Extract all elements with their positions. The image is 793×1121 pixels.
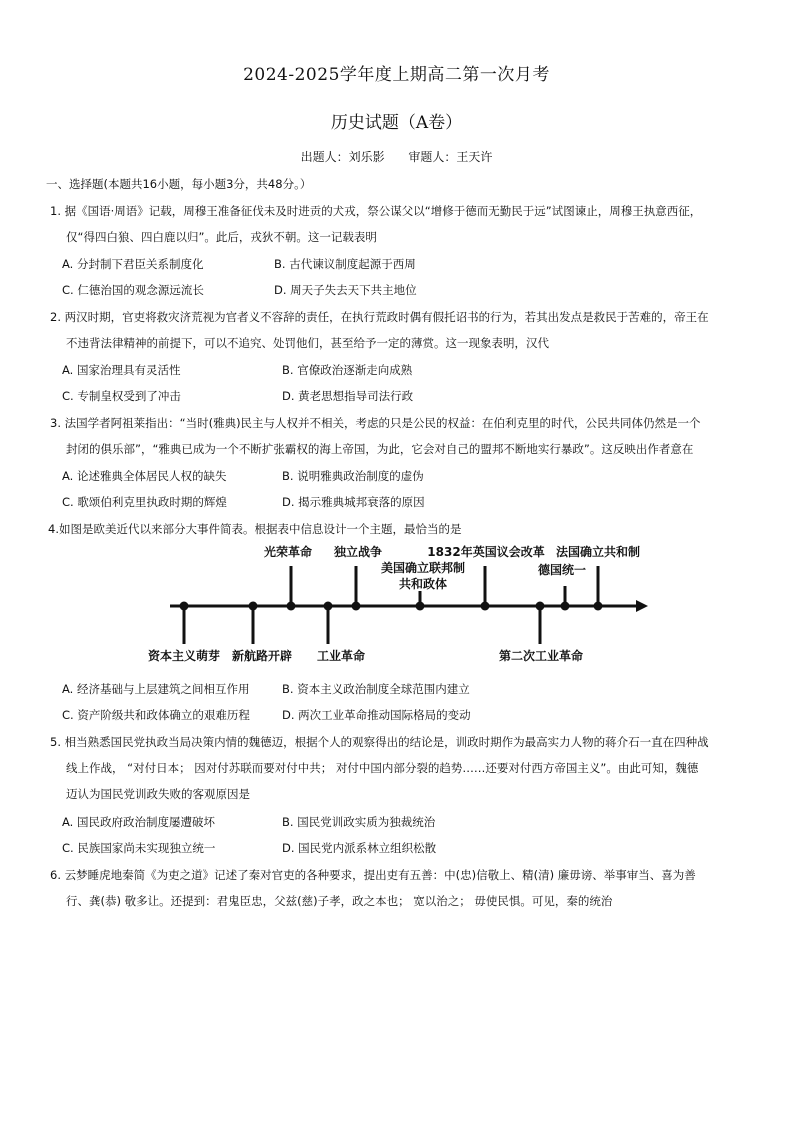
q3-option-b[interactable]: B. 说明雅典政治制度的虚伪 [282,469,424,483]
q4-option-b[interactable]: B. 资本主义政治制度全球范围内建立 [282,682,470,696]
event-second-industrial-revolution: 第二次工业革命 [498,649,584,663]
q1-option-b[interactable]: B. 古代谏议制度起源于西周 [274,257,416,271]
q5-option-c[interactable]: C. 民族国家尚未实现独立统一 [62,841,216,855]
question-3-line2: 封闭的俱乐部”，“雅典已成为一个不断扩张霸权的海上帝国，为此，它会对自己的盟邦不断地实行暴政”。这反映出作者意在 [66,442,694,456]
exam-title: 2024-2025学年度上期高二第一次月考 [243,65,550,85]
question-5-line1: 5. 相当熟悉国民党执政当局决策内情的魏德迈，根据个人的观察得出的结论是，训政时期作为最高实力人物的蒋介石一直在四种战 [50,735,709,749]
q1-option-d[interactable]: D. 周天子失去天下共主地位 [274,283,417,297]
question-4-line1: 4.如图是欧美近代以来部分大事件简表。根据表中信息设计一个主题，最恰当的是 [48,522,462,536]
question-6-line1: 6. 云梦睡虎地秦简《为吏之道》记述了秦对官吏的各种要求，提出吏有五善：中(忠)信敬上、精(清) 廉毋谤、举事审当、喜为善 [50,868,696,882]
timeline-arrow [636,600,648,612]
q3-option-a[interactable]: A. 论述雅典全体居民人权的缺失 [62,469,227,483]
question-1 [50,198,755,250]
authors-line [0,148,793,165]
q4-option-d[interactable]: D. 两次工业革命推动国际格局的变动 [282,708,471,722]
question-1-line1: 1. 据《国语·周语》记载，周穆王准备征伐未及时进贡的犬戎，祭公谋父以“增修于德而无勤民于远”试图谏止，周穆王执意西征， [50,204,702,218]
question-1-line2: 仅“得四白狼、四白鹿以归”。此后，戎狄不朝。这一记载表明 [66,230,377,244]
q4-option-a[interactable]: A. 经济基础与上层建筑之间相互作用 [62,682,250,696]
q4-option-c[interactable]: C. 资产阶级共和政体确立的艰难历程 [62,708,250,722]
event-new-sea-routes: 新航路开辟 [231,649,293,663]
question-5 [50,729,755,807]
event-1832-reform: 1832年英国议会改革 [427,545,545,559]
q2-option-d[interactable]: D. 黄老思想指导司法行政 [282,389,414,403]
event-capitalist-sprouts: 资本主义萌芽 [147,649,221,663]
section-heading: 一、选择题(本题共16小题，每小题3分，共48分。） [46,177,312,191]
event-war-of-independence: 独立战争 [333,545,383,559]
event-us-federal: 美国确立联邦制 [380,561,466,575]
q2-option-b[interactable]: B. 官僚政治逐渐走向成熟 [282,363,413,377]
question-6-line2: 行、龚(恭) 敬多让。还提到：君鬼臣忠，父兹(慈)子孝，政之本也； 宽以治之； 毋使民惧。可见，秦的统治 [66,894,613,908]
q5-option-d[interactable]: D. 国民党内派系林立组织松散 [282,841,437,855]
setter: 出题人：刘乐影 [300,150,385,164]
question-3 [50,410,755,462]
question-3-line1: 3. 法国学者阿祖莱指出：“当时(雅典)民主与人权并不相关，考虑的只是公民的权益：在伯利克里的时代，公民共同体仍然是一个 [50,416,701,430]
event-german-unification: 德国统一 [537,563,587,577]
event-glorious-revolution: 光荣革命 [263,545,313,559]
question-6 [50,862,755,914]
question-2 [50,304,755,356]
timeline-down-ticks [184,606,540,644]
event-us-republic: 共和政体 [398,577,448,591]
reviewer: 审题人：王天许 [408,150,493,164]
question-2-line1: 2. 两汉时期，官吏将救灾济荒视为官者义不容辞的责任，在执行荒政时偶有假托诏书的行为，若其出发点是救民于苦难的，帝王在 [50,310,709,324]
q5-option-b[interactable]: B. 国民党训政实质为独裁统治 [282,815,436,829]
q1-option-c[interactable]: C. 仁德治国的观念源远流长 [62,283,204,297]
exam-subtitle: 历史试题（A卷） [330,113,463,133]
q5-option-a[interactable]: A. 国民政府政治制度屡遭破坏 [62,815,215,829]
event-french-republic: 法国确立共和制 [555,545,641,559]
timeline-figure [0,536,793,676]
event-industrial-revolution: 工业革命 [316,649,366,663]
q3-option-c[interactable]: C. 歌颂伯利克里执政时期的辉煌 [62,495,227,509]
q2-option-c[interactable]: C. 专制皇权受到了冲击 [62,389,181,403]
q2-option-a[interactable]: A. 国家治理具有灵活性 [62,363,181,377]
question-2-line2: 不违背法律精神的前提下，可以不追究、处罚他们，甚至给予一定的薄赏。这一现象表明，汉代 [66,336,549,350]
q1-option-a[interactable]: A. 分封制下君臣关系制度化 [62,257,204,271]
question-5-line2: 线上作战， “对付日本； 因对付苏联而要对付中共； 对付中国内部分裂的趋势……还要对付西方帝国主义”。由此可知，魏德 [66,761,699,775]
question-5-line3: 迈认为国民党训政失败的客观原因是 [66,787,250,801]
q3-option-d[interactable]: D. 揭示雅典城邦衰落的原因 [282,495,425,509]
